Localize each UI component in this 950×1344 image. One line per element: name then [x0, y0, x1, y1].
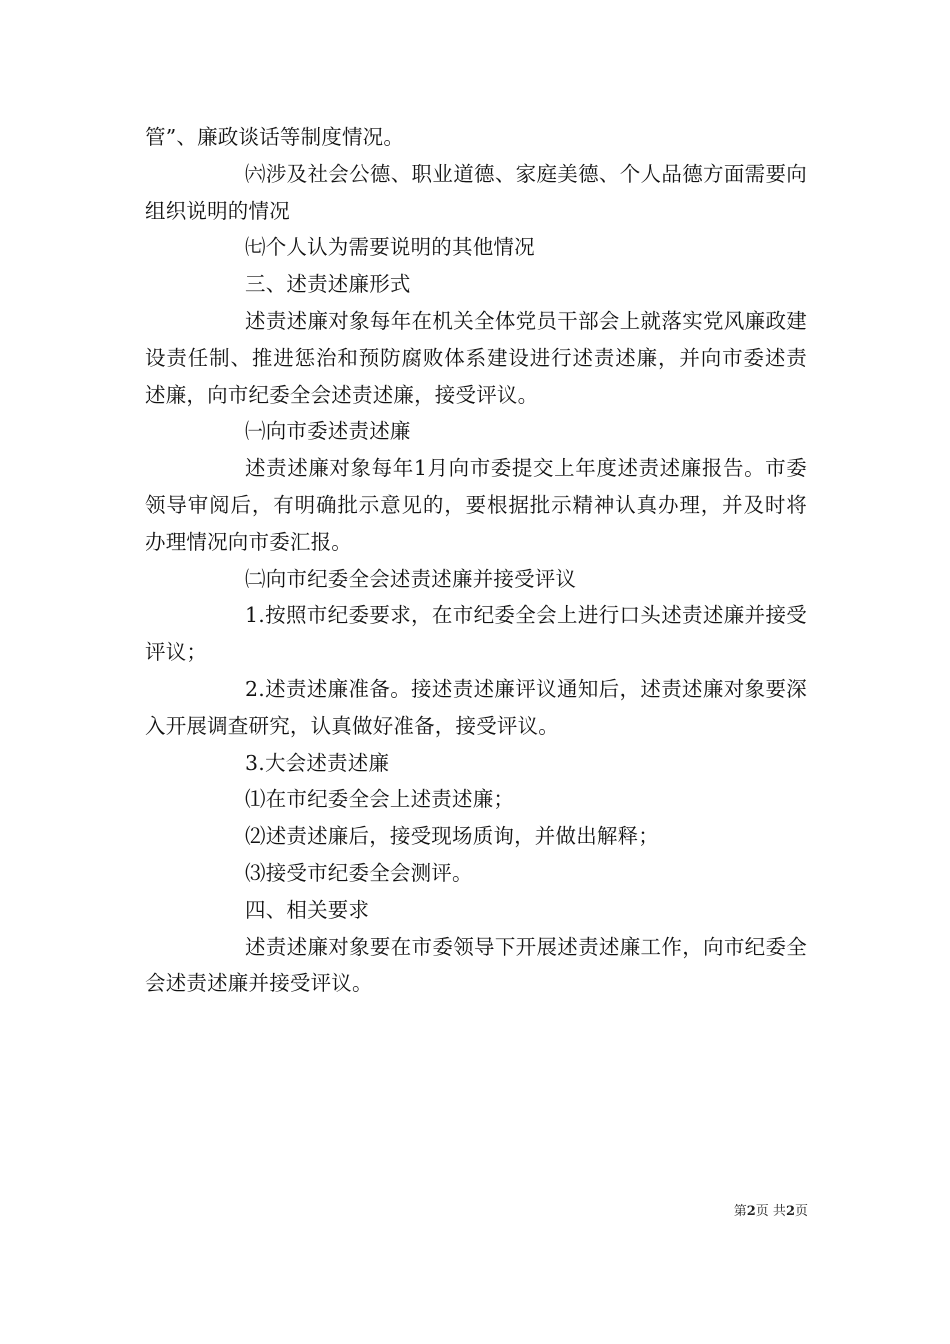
section-heading-3: 三、述责述廉形式 — [245, 272, 411, 297]
paragraph-3: ㈦个人认为需要说明的其他情况 — [245, 235, 535, 260]
sub-list-item-2: ⑵述责述廉后，接受现场质询，并做出解释； — [245, 824, 659, 849]
paragraph-2: ㈥涉及社会公德、职业道德、家庭美德、个人品德方面需要向组织说明的情况 — [145, 161, 807, 223]
subheading-1: ㈠向市委述责述廉 — [245, 419, 411, 444]
paragraph-5: 述责述廉对象每年在机关全体党员干部会上就落实党风廉政建设责任制、推进惩治和预防腐败体系建设进行述责述廉，并向市委述责述廉，向市纪委全会述责述廉，接受评议。 — [145, 308, 807, 407]
list-item-1: 1.按照市纪委要求，在市纪委全会上进行口头述责述廉并接受评议； — [145, 603, 807, 665]
footer-prefix: 第 — [733, 1204, 747, 1219]
sub-list-item-1: ⑴在市纪委全会上述责述廉； — [245, 787, 515, 812]
footer-current-page: 2 — [746, 1204, 756, 1219]
subheading-2: ㈡向市纪委全会述责述廉并接受评议 — [245, 566, 577, 591]
footer-total-pages: 2 — [785, 1204, 795, 1219]
sub-list-item-3: ⑶接受市纪委全会测评。 — [245, 860, 473, 885]
footer-suffix: 页 — [794, 1204, 808, 1219]
list-item-2: 2.述责述廉准备。接述责述廉评议通知后，述责述廉对象要深入开展调查研究，认真做好准备，接受评议。 — [145, 676, 807, 738]
document-body — [145, 119, 807, 1002]
paragraph-16: 述责述廉对象要在市委领导下开展述责述廉工作，向市纪委全会述责述廉并接受评议。 — [145, 934, 807, 996]
page-footer — [700, 1203, 808, 1221]
paragraph-7: 述责述廉对象每年1月向市委提交上年度述责述廉报告。市委领导审阅后，有明确批示意见的，要根据批示精神认真办理，并及时将办理情况向市委汇报。 — [145, 456, 807, 554]
footer-middle: 页 共 — [755, 1204, 786, 1219]
list-item-3: 3.大会述责述廉 — [245, 750, 390, 775]
section-heading-4: 四、相关要求 — [245, 897, 370, 922]
paragraph-1: 管”、廉政谈话等制度情况。 — [145, 125, 405, 149]
